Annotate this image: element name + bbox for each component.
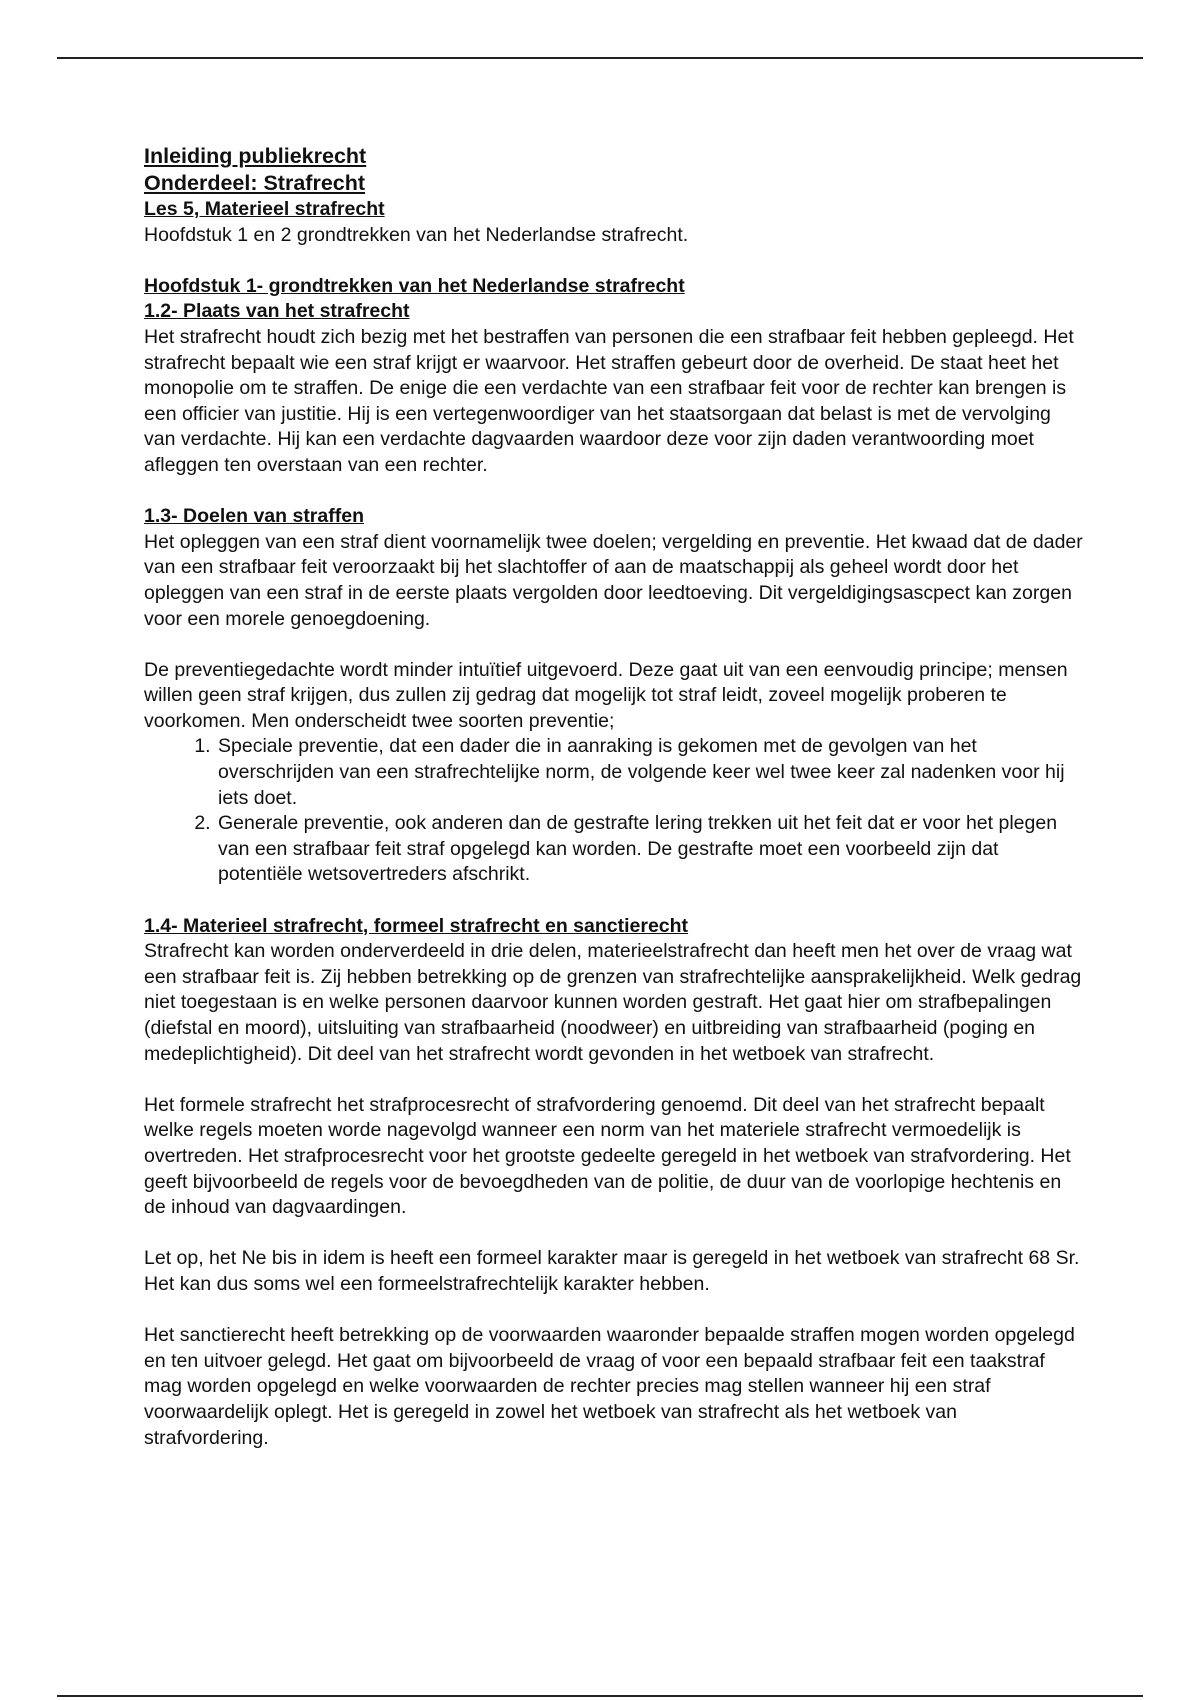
section-1-2-paragraph: Het strafrecht houdt zich bezig met het bestraffen van personen die een strafbaar feit hebben gepleegd. Het strafrecht bepaalt wie een straf krijgt er waarvoor. Het straffen gebeurt door de overheid. De staat heet het monopolie om te straffen. De enige die een verdachte van een strafbaar feit voor de rechter kan brengen is een officier van justitie. Hij is een vertegenwoordiger van het staatsorgaan dat belast is met de vervolging van verdachte. Hij kan een verdachte dagvaarden waardoor deze voor zijn daden verantwoording moet afleggen ten overstaan van een rechter.: [144, 325, 1074, 476]
document-title: Inleiding publiekrecht: [144, 144, 367, 168]
section-1-4-paragraph-4: Het sanctierecht heeft betrekking op de voorwaarden waaronder bepaalde straffen mogen worden opgelegd en ten uitvoer gelegd. Het gaat om bijvoorbeeld de vraag of voor een bepaald strafbaar feit een taakstraf mag worden opgelegd en welke voorwaarden de rechter precies mag stellen wanneer hij een straf voorwaardelijk oplegt. Het is geregeld in zowel het wetboek van strafrecht als het wetboek van strafvordering.: [144, 1324, 1075, 1449]
spacer: [144, 1298, 1084, 1324]
prevention-list: [144, 734, 1084, 888]
section-1-3-paragraph-1: Het opleggen van een straf dient voornamelijk twee doelen; vergelding en preventie. Het kwaad dat de dader van een strafbaar feit veroorzaakt bij het slachtoffer of aan de maatschappij als geheel wordt door het opleggen van een straf in de eerste plaats vergolden door leedtoeving. Dit vergeldigingsascpect kan zorgen voor een morele genoegdoening.: [144, 530, 1083, 630]
document-body: [144, 143, 1084, 1451]
spacer: [144, 1221, 1084, 1247]
intro-line: Hoofdstuk 1 en 2 grondtrekken van het Nederlandse strafrecht.: [144, 223, 689, 246]
spacer: [144, 632, 1084, 658]
list-item: 2. Generale preventie, ook anderen dan de gestrafte lering trekken uit het feit dat er voor het plegen van een strafbaar feit straf opgelegd kan worden. De gestrafte moet een voorbeeld zijn dat potentiële wetsovertreders afschrikt.: [216, 811, 1084, 888]
header-rule: [57, 57, 1143, 59]
section-heading-1-4: 1.4- Materieel strafrecht, formeel strafrecht en sanctierecht: [144, 914, 689, 937]
spacer: [144, 479, 1084, 505]
chapter-heading: Hoofdstuk 1- grondtrekken van het Nederlandse strafrecht: [144, 274, 685, 297]
lesson-title: Les 5, Materieel strafrecht: [144, 198, 385, 220]
document-subtitle: Onderdeel: Strafrecht: [144, 171, 366, 195]
section-heading-1-3: 1.3- Doelen van straffen: [144, 505, 364, 528]
spacer: [144, 1067, 1084, 1093]
section-1-4-paragraph-2: Het formele strafrecht het strafprocesrecht of strafvordering genoemd. Dit deel van het strafrecht bepaalt welke regels moeten worde nagevolgd wanneer een norm van het materiele strafrecht vermoedelijk is overtreden. Het strafprocesrecht voor het grootste gedeelte geregeld in het wetboek van strafvordering. Het geeft bijvoorbeeld de regels voor de bevoegdheden van de politie, de duur van de voorlopige hechtenis en de inhoud van dagvaardingen.: [144, 1093, 1071, 1219]
section-1-4-paragraph-1: Strafrecht kan worden onderverdeeld in drie delen, materieelstrafrecht dan heeft men het over de vraag wat een strafbaar feit is. Zij hebben betrekking op de grenzen van strafrechtelijke aansprakelijkheid. Welk gedrag niet toegestaan is en welke personen daarvoor kunnen worden gestraft. Het gaat hier om strafbepalingen (diefstal en moord), uitsluiting van strafbaarheid (noodweer) en uitbreiding van strafbaarheid (poging en medeplichtigheid). Dit deel van het strafrecht wordt gevonden in het wetboek van strafrecht.: [144, 940, 1082, 1065]
spacer: [144, 248, 1084, 274]
spacer: [144, 888, 1084, 914]
section-1-3-paragraph-2: De preventiegedachte wordt minder intuïtief uitgevoerd. Deze gaat uit van een eenvoudig principe; mensen willen geen straf krijgen, dus zullen zij gedrag dat mogelijk tot straf leidt, zoveel mogelijk proberen te voorkomen. Men onderscheidt twee soorten preventie;: [144, 658, 1068, 732]
list-item: 1. Speciale preventie, dat een dader die in aanraking is gekomen met de gevolgen van het overschrijden van een strafrechtelijke norm, de volgende keer wel twee keer zal nadenken voor hij iets doet.: [216, 734, 1084, 811]
section-heading-1-2: 1.2- Plaats van het strafrecht: [144, 300, 410, 323]
section-1-4-paragraph-3: Let op, het Ne bis in idem is heeft een formeel karakter maar is geregeld in het wetboek van strafrecht 68 Sr. Het kan dus soms wel een formeelstrafrechtelijk karakter hebben.: [144, 1247, 1080, 1295]
footer-rule: [57, 1695, 1143, 1697]
